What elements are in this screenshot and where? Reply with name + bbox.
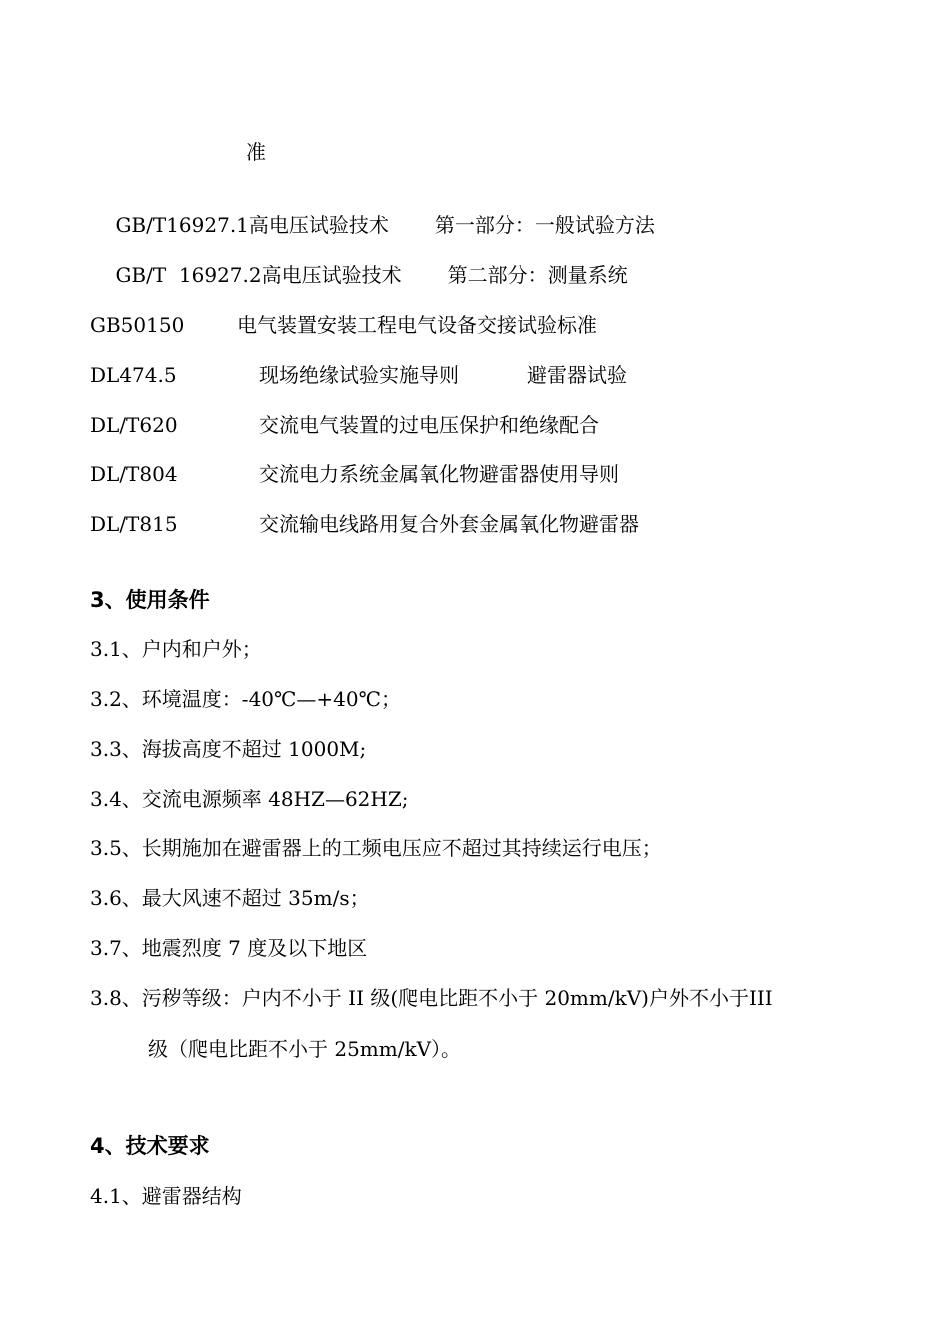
list-item: 3.5、长期施加在避雷器上的工频电压应不超过其持续运行电压； [90, 836, 662, 860]
list-item: 4.1、避雷器结构 [90, 1184, 242, 1208]
standard-row [0, 488, 950, 560]
standard-code: DL/T815 [90, 512, 178, 536]
section-heading: 3、使用条件 [90, 588, 210, 612]
list-item: 3.1、户内和户外； [90, 637, 262, 661]
standard-code: GB/T 16927.2 [115, 263, 262, 287]
list-item: 3.6、最大风速不超过 35m/s； [90, 886, 370, 910]
standard-title: 交流电力系统金属氧化物避雷器使用导则 [259, 462, 619, 486]
standard-code: DL474.5 [90, 363, 177, 387]
standard-part: 第二部分：测量系统 [447, 263, 628, 287]
standard-code: DL/T620 [90, 413, 178, 437]
section-heading: 4、技术要求 [90, 1134, 210, 1158]
standard-title: 电气装置安装工程电气设备交接试验标准 [237, 313, 597, 337]
standard-code: GB50150 [90, 313, 185, 337]
standard-title: 高电压试验技术 [261, 263, 402, 287]
standards-continuation: 准 [246, 140, 266, 164]
standard-part: 第一部分：一般试验方法 [434, 213, 655, 237]
list-item-continuation: 级（爬电比距不小于 25mm/kV）。 [148, 1037, 462, 1061]
standard-title: 交流输电线路用复合外套金属氧化物避雷器 [259, 512, 639, 536]
standard-code: DL/T804 [90, 462, 178, 486]
list-item: 3.3、海拔高度不超过 1000M; [90, 737, 367, 761]
list-item: 3.4、交流电源频率 48HZ—62HZ; [90, 787, 409, 811]
standard-part: 避雷器试验 [527, 363, 627, 387]
standard-title: 高电压试验技术 [248, 213, 389, 237]
standard-title: 交流电气装置的过电压保护和绝缘配合 [259, 413, 599, 437]
list-item: 3.7、地震烈度 7 度及以下地区 [90, 936, 368, 960]
list-item: 3.2、环境温度：-40℃—+40℃； [90, 687, 401, 711]
list-item: 3.8、污秽等级：户内不小于 II 级(爬电比距不小于 20mm/kV)户外不小于III [90, 986, 773, 1010]
standard-code: GB/T16927.1 [115, 213, 249, 237]
standard-title: 现场绝缘试验实施导则 [259, 363, 459, 387]
